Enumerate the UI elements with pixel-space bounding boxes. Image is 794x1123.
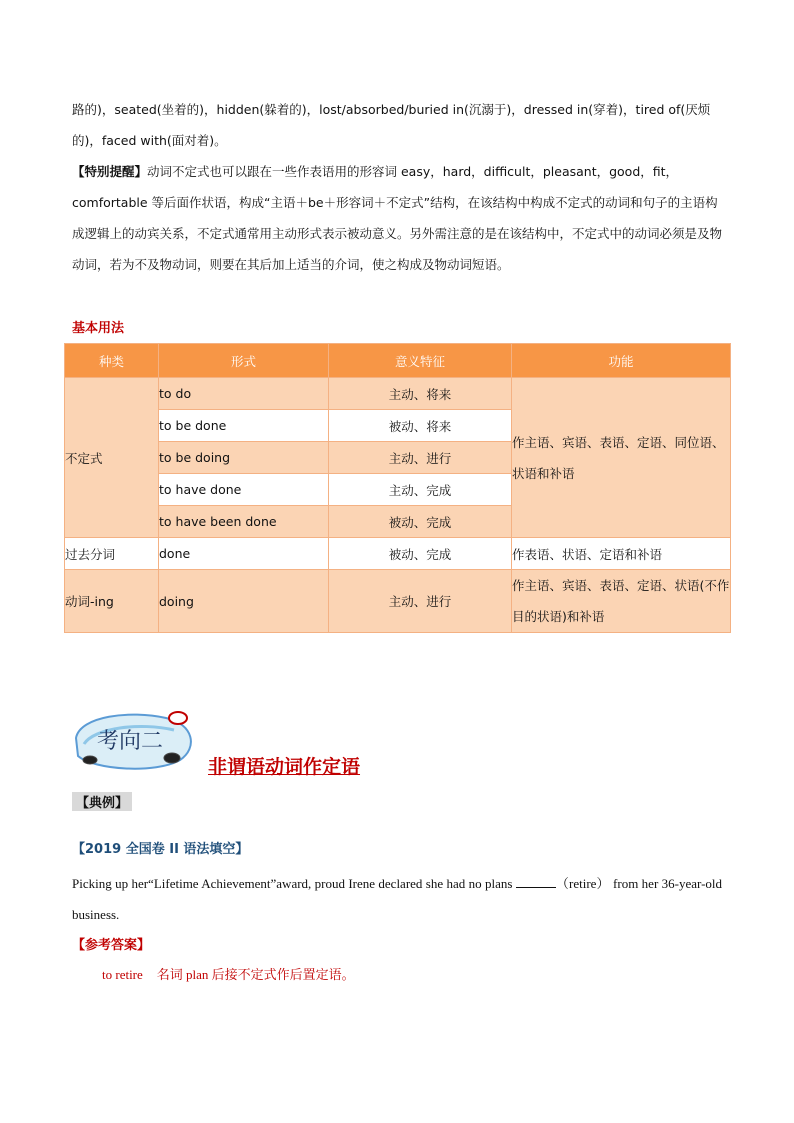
meaning-cell: 被动、将来 [329,410,512,442]
meaning-cell: 被动、完成 [329,506,512,538]
header-form: 形式 [159,344,329,378]
table-header-row [65,344,731,378]
function-cell: 作主语、宾语、表语、定语、状语(不作目的状语)和补语 [512,570,731,633]
reminder-text: 动词不定式也可以跟在一些作表语用的形容词 easy，hard，difficult，pleasant，good，fit，comfortable 等后面作状语，构成“主语＋be＋形容词＋不定式”结构，在该结构中构成不定式的动词和句子的主语构成逻辑上的动宾关系，不定式通常用主动形式表示被动意义。另外需注意的是在该结构中，不定式中的动词必须是及物动词，若为不及物动词，则要在其后加上适当的介词，使之构成及物动词短语。 [72,164,723,272]
meaning-cell: 主动、完成 [329,474,512,506]
answer-label: 【参考答案】 [72,938,151,953]
question-source: 【2019 全国卷 II 语法填空】 [72,842,249,857]
header-function: 功能 [512,344,731,378]
form-cell: to be done [159,410,329,442]
type-cell: 不定式 [65,378,159,538]
answer-explanation: 名词 plan 后接不定式作后置定语。 [156,967,355,982]
question-part2: from her 36-year-old business. [72,876,723,922]
table-row [65,538,731,570]
function-cell: 作表语、状语、定语和补语 [512,538,731,570]
question-text [72,868,722,930]
intro-paragraph [72,94,722,156]
answer-line [102,964,355,983]
form-cell: done [159,538,329,570]
example-label: 【典例】 [72,792,132,811]
question-hint: （retire） [555,876,610,891]
meaning-cell: 主动、将来 [329,378,512,410]
header-meaning: 意义特征 [329,344,512,378]
form-cell: to have done [159,474,329,506]
section-title: 非谓语动词作定语 [208,756,361,778]
question-part1: Picking up her“Lifetime Achievement”award, proud Irene declared she had no plans [72,876,513,891]
badge-text: 考向二 [96,729,164,754]
table-row [65,378,731,410]
form-cell: to be doing [159,442,329,474]
header-type: 种类 [65,344,159,378]
usage-heading: 基本用法 [72,321,125,336]
form-cell: doing [159,570,329,633]
meaning-cell: 主动、进行 [329,442,512,474]
meaning-cell: 主动、进行 [329,570,512,633]
function-cell: 作主语、宾语、表语、定语、同位语、状语和补语 [512,378,731,538]
answer-blank[interactable] [516,875,556,888]
meaning-cell: 被动、完成 [329,538,512,570]
section-badge-icon [70,708,200,774]
intro-line: 路的)，seated(坐着的)，hidden(躲着的)，lost/absorbed/buried in(沉溺于)，dressed in(穿着)，tired of(厌烦的)，faced with(面对着)。 [72,102,711,148]
type-cell: 动词-ing [65,570,159,633]
form-cell: to have been done [159,506,329,538]
table-row [65,570,731,633]
type-cell: 过去分词 [65,538,159,570]
reminder-label: 【特别提醒】 [72,164,148,179]
form-cell: to do [159,378,329,410]
usage-table [64,343,731,633]
reminder-paragraph [72,156,722,280]
answer-text: to retire [102,967,143,982]
